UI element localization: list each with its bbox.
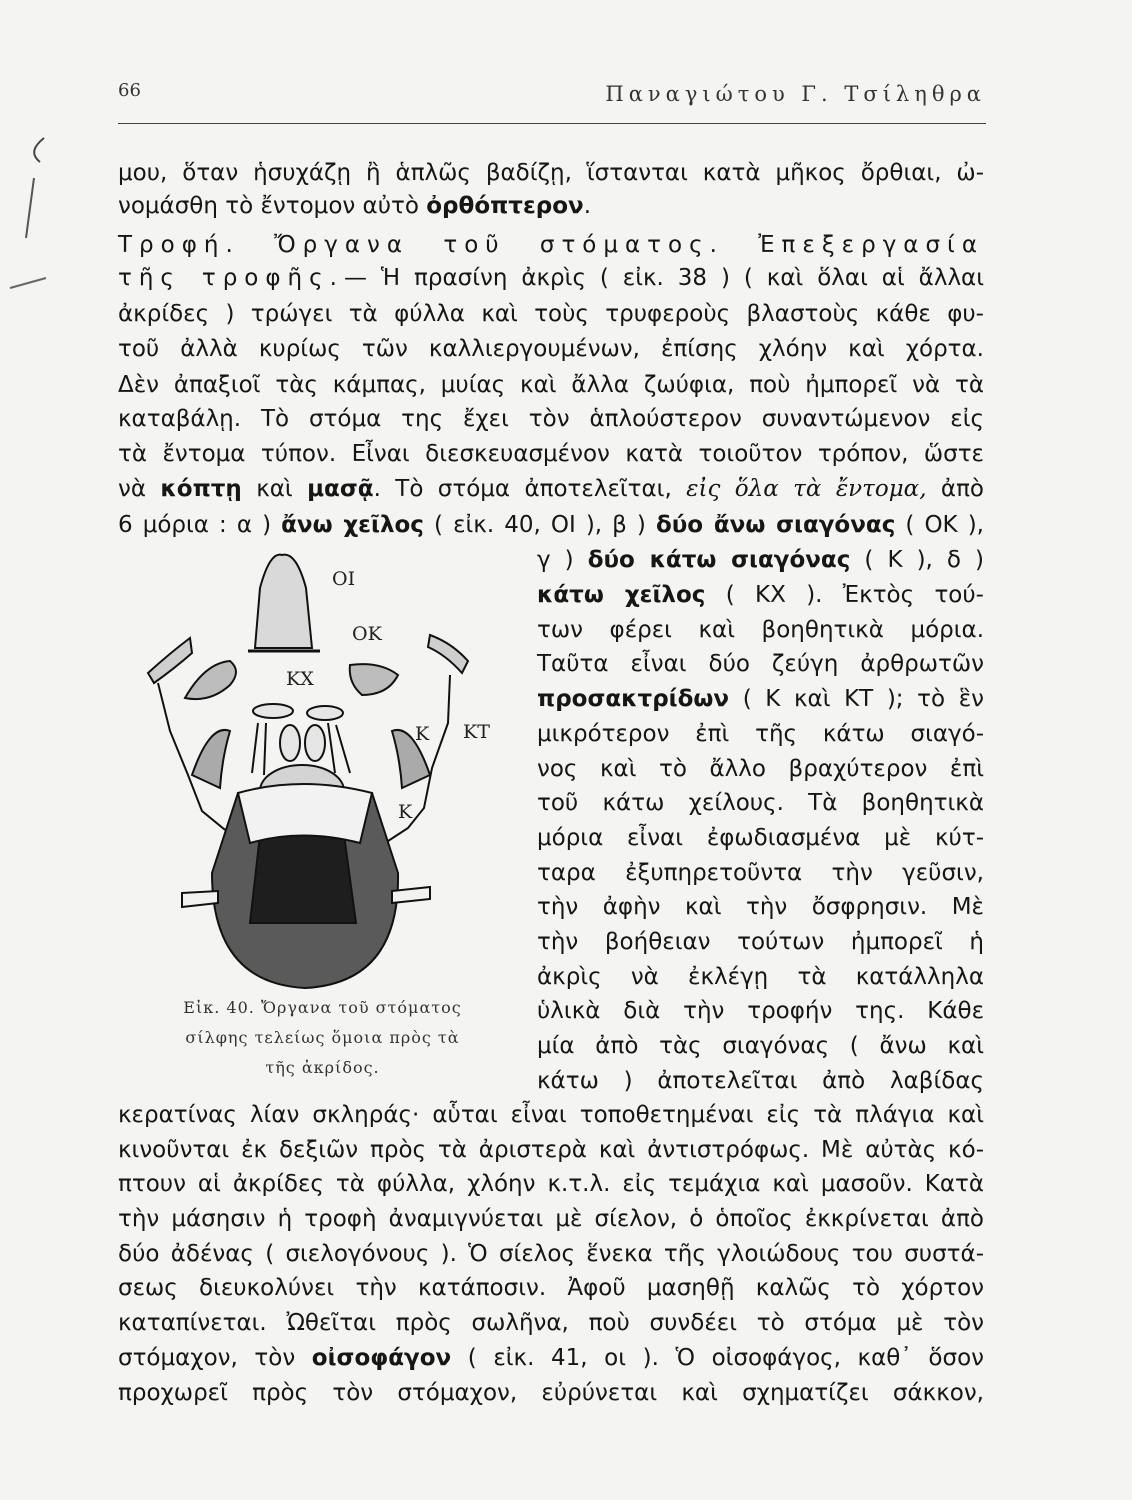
- text-line: [118, 229, 984, 261]
- text-run: κινοῦνται ἐκ δεξιῶν πρὸς τὰ ἀριστερὰ καὶ ἀντιστρόφως. Μὲ αὐτὰς κό-: [118, 1137, 984, 1163]
- text-run: ( εἰκ. 41, οι ). Ὁ οἰσοφάγος, καθ᾽ ὅσον: [451, 1345, 984, 1371]
- text-line: [537, 926, 984, 958]
- text-run: κάτω ) ἀποτελεῖται ἀπὸ λαβίδας: [537, 1068, 984, 1094]
- text-run: νομάσθη τὸ ἔντομον αὐτὸ: [118, 193, 427, 219]
- label-k-lower: Κ: [398, 801, 413, 823]
- text-line: [118, 298, 984, 330]
- text-run: ( Κ καὶ ΚΤ ); τὸ ἓν: [729, 686, 984, 712]
- text-run: ὑλικὰ διὰ τὴν τροφήν της. Κάθε: [537, 998, 984, 1024]
- text-run: στόμαχον, τὸν: [118, 1345, 312, 1371]
- text-run: ἀπὸ: [926, 476, 984, 502]
- text-line: [537, 718, 984, 750]
- text-run: τὴν βοήθειαν τούτων ἠμπορεῖ ἡ: [537, 929, 984, 955]
- text-line: [118, 369, 984, 401]
- text-line: [118, 157, 984, 189]
- text-run: ( Κ ), δ ): [850, 547, 984, 573]
- text-line: [118, 1099, 984, 1131]
- text-run: . Τὸ στόμα ἀποτελεῖται,: [373, 476, 687, 502]
- text-run: τὴν ἀφὴν καὶ τὴν ὄσφρησιν. Μὲ: [537, 894, 984, 920]
- text-run: τοῦ ἀλλὰ κυρίως τῶν καλλιεργουμένων, ἐπίσης χλόην καὶ χόρτα.: [118, 336, 984, 362]
- text-line: [537, 544, 984, 576]
- label-kt: ΚΤ: [463, 721, 490, 743]
- label-oi: ΟΙ: [332, 568, 356, 590]
- running-head: Παναγιώτου Γ. Τσίληθρα: [605, 82, 986, 106]
- text-line: [118, 1168, 984, 1200]
- text-line: [537, 787, 984, 819]
- bold-term: ὀρθόπτερον: [426, 193, 584, 219]
- text-line: [118, 403, 984, 435]
- text-run: ( ΚΧ ). Ἐκτὸς τού-: [705, 582, 984, 608]
- header-rule: [118, 123, 986, 124]
- text-run: τὰ ἔντομα τύπον. Εἶναι διεσκευασμένον κατὰ τοιοῦτον τρόπον, ὥστε: [118, 441, 984, 467]
- text-line: [118, 262, 984, 294]
- text-line: [118, 333, 984, 365]
- text-line: [118, 1238, 984, 1270]
- margin-pencil-mark: [0, 128, 70, 308]
- mouthparts-illustration: [130, 543, 510, 993]
- bold-term: κάτω χεῖλος: [537, 582, 706, 608]
- text-run: ἀκρίδες ) τρώγει τὰ φύλλα καὶ τοὺς τρυφεροὺς βλαστοὺς κάθε φυ-: [118, 301, 984, 327]
- text-run: Ταῦτα εἶναι δύο ζεύγη ἀρθρωτῶν: [537, 651, 984, 677]
- text-run: μία ἀπὸ τὰς σιαγόνας ( ἄνω καὶ: [537, 1033, 984, 1059]
- label-k-upper: Κ: [415, 723, 430, 745]
- bold-term: κόπτῃ: [160, 476, 242, 502]
- text-line: [118, 1203, 984, 1235]
- text-run: τῆς τροφῆς.: [118, 265, 344, 291]
- text-line: [537, 995, 984, 1027]
- text-run: μικρότερον ἐπὶ τῆς κάτω σιαγό-: [537, 721, 984, 747]
- label-ok: ΟΚ: [352, 623, 382, 645]
- text-line: [537, 579, 984, 611]
- text-run: καὶ: [241, 476, 308, 502]
- bold-term: μασᾷ: [307, 476, 374, 502]
- page-header: [118, 80, 986, 112]
- text-line: [537, 822, 984, 854]
- text-run: των φέρει καὶ βοηθητικὰ μόρια.: [537, 617, 984, 643]
- text-line: [537, 857, 984, 889]
- italic-text: εἰς ὅλα τὰ ἔντομα,: [686, 476, 927, 502]
- text-line: [537, 891, 984, 923]
- text-line: [537, 1030, 984, 1062]
- text-run: 6 μόρια : α ): [118, 512, 282, 538]
- text-line: [118, 1134, 984, 1166]
- text-run: σεως διευκολύνει τὴν κατάποσιν. Ἀφοῦ μασηθῇ καλῶς τὸ χόρτον: [118, 1275, 984, 1301]
- figure-mouthparts: [130, 543, 510, 993]
- figure-caption-line-3: τῆς ἀκρίδος.: [265, 1058, 380, 1077]
- text-line: [118, 1307, 984, 1339]
- text-line: [118, 1377, 984, 1409]
- text-run: .: [583, 193, 592, 219]
- text-run: ( ΟΚ ),: [895, 512, 984, 538]
- text-run: καταβάλῃ. Τὸ στόμα της ἔχει τὸν ἁπλούστερον συναντώμενον εἰς: [118, 406, 984, 432]
- text-run: ἀκρὶς νὰ ἐκλέγῃ τὰ κατάλληλα: [537, 964, 984, 990]
- text-run: — Ἡ πρασίνη ἀκρὶς ( εἰκ. 38 ) ( καὶ ὅλαι αἱ ἄλλαι: [343, 265, 984, 291]
- text-line: [537, 753, 984, 785]
- text-run: προχωρεῖ πρὸς τὸν στόμαχον, εὐρύνεται καὶ σχηματίζει σάκκον,: [118, 1380, 984, 1406]
- text-line: [537, 1065, 984, 1097]
- text-line: [118, 1272, 984, 1304]
- text-run: μου, ὅταν ἡσυχάζῃ ἢ ἁπλῶς βαδίζῃ, ἵστανται κατὰ μῆκος ὄρθιαι, ὠ-: [118, 160, 984, 186]
- bold-term: δύο ἄνω σιαγόνας: [655, 512, 896, 538]
- text-line: [537, 961, 984, 993]
- bold-term: προσακτρίδων: [537, 686, 730, 712]
- text-run: Τροφή. Ὄργανα τοῦ στόματος. Ἐπεξεργασία: [118, 232, 984, 258]
- text-run: Δὲν ἀπαξιοῖ τὰς κάμπας, μυίας καὶ ἄλλα ζωύφια, ποὺ ἠμπορεῖ νὰ τὰ: [118, 372, 984, 398]
- text-run: νὰ: [118, 476, 161, 502]
- text-run: πτουν αἱ ἀκρίδες τὰ φύλλα, χλόην κ.τ.λ. εἰς τεμάχια καὶ μασοῦν. Κατὰ: [118, 1171, 984, 1197]
- text-run: καταπίνεται. Ὠθεῖται πρὸς σωλῆνα, ποὺ συνδέει τὸ στόμα μὲ τὸν: [118, 1310, 984, 1336]
- bold-term: ἄνω χεῖλος: [281, 512, 424, 538]
- page-number: 66: [118, 80, 141, 101]
- text-line: [537, 683, 984, 715]
- bold-term: οἰσοφάγον: [311, 1345, 452, 1371]
- text-run: τοῦ κάτω χείλους. Τὰ βοηθητικὰ: [537, 790, 984, 816]
- text-run: δύο ἀδένας ( σιελογόνους ). Ὁ σίελος ἕνεκα τῆς γλοιώδους του συστά-: [118, 1241, 984, 1267]
- text-line: [118, 190, 984, 222]
- text-run: μόρια εἶναι ἐφωδιασμένα μὲ κύτ-: [537, 825, 984, 851]
- figure-caption-line-1: Εἰκ. 40. Ὄργανα τοῦ στόματος: [183, 998, 462, 1017]
- label-kx: ΚΧ: [286, 668, 314, 690]
- bold-term: δύο κάτω σιαγόνας: [587, 547, 851, 573]
- text-run: ( εἰκ. 40, ΟΙ ), β ): [423, 512, 656, 538]
- text-run: γ ): [537, 547, 588, 573]
- text-run: ταρα ἐξυπηρετοῦντα τὴν γεῦσιν,: [537, 860, 984, 886]
- text-run: νος καὶ τὸ ἄλλο βραχύτερον ἐπὶ: [537, 756, 984, 782]
- text-line: [118, 438, 984, 470]
- text-line: [118, 509, 984, 541]
- text-line: [537, 614, 984, 646]
- text-line: [537, 648, 984, 680]
- text-line: [118, 1342, 984, 1374]
- text-run: κερατίνας λίαν σκληράς· αὗται εἶναι τοποθετημέναι εἰς τὰ πλάγια καὶ: [118, 1102, 984, 1128]
- text-run: τὴν μάσησιν ἡ τροφὴ ἀναμιγνύεται μὲ σίελον, ὁ ὁποῖος ἐκκρίνεται ἀπὸ: [118, 1206, 984, 1232]
- text-line: [118, 473, 984, 505]
- figure-caption-line-2: σίλφης τελείως ὅμοια πρὸς τὰ: [185, 1028, 460, 1047]
